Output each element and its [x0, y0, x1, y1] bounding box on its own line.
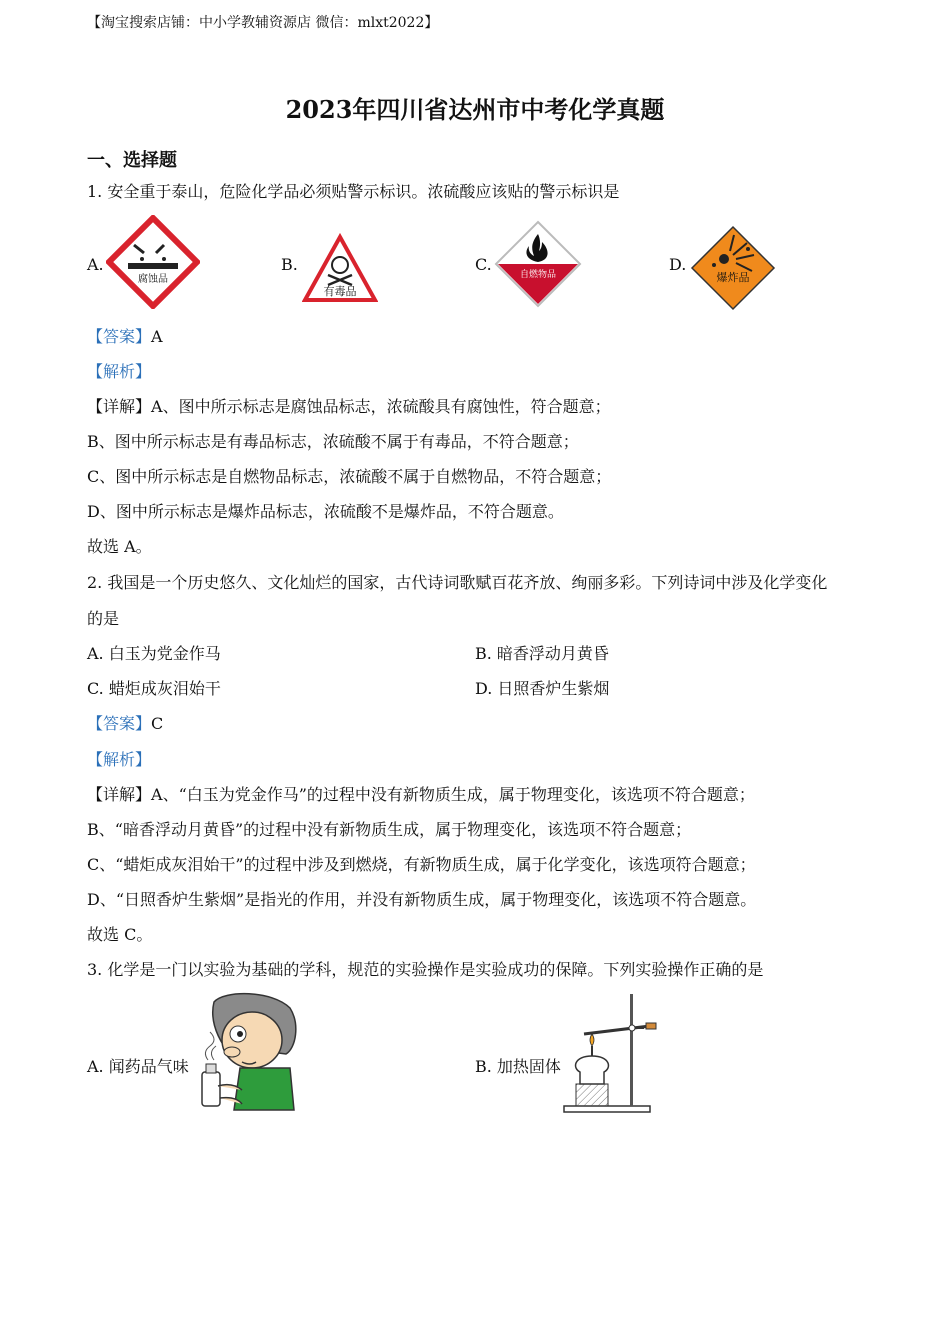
corrosive-sign-icon — [106, 215, 200, 309]
heating-solid-apparatus-icon — [558, 990, 668, 1116]
q1-detail-line-4: D、图中所示标志是爆炸品标志，浓硫酸不是爆炸品，不符合题意。 — [87, 502, 564, 521]
q1-stem: 1. 安全重于泰山，危险化学品必须贴警示标识。浓硫酸应该贴的警示标识是 — [87, 182, 620, 201]
q2-conclusion: 故选 C。 — [87, 925, 153, 944]
q1-conclusion: 故选 A。 — [87, 537, 152, 556]
q2-detail-line-2: B、“暗香浮动月黄昏”的过程中没有新物质生成，属于物理变化，该选项不符合题意； — [87, 820, 692, 839]
page-title: 2023年四川省达州市中考化学真题 — [285, 95, 665, 124]
q2-detail-line-4: D、“日照香炉生紫烟”是指光的作用，并没有新物质生成，属于物理变化，该选项不符合题意。 — [87, 890, 757, 909]
q1-option-d-label: D. — [669, 255, 687, 274]
q2-answer: 【答案】C — [87, 714, 164, 733]
q2-option-b: B. 暗香浮动月黄昏 — [475, 644, 609, 663]
q1-option-c-label: C. — [475, 255, 492, 274]
q2-analysis-tag: 【解析】 — [87, 750, 152, 769]
q2-detail-line-3: C、“蜡炬成灰泪始干”的过程中涉及到燃烧，有新物质生成，属于化学变化，该选项符合题意； — [87, 855, 756, 874]
spontaneous-combustion-sign-icon — [494, 220, 582, 308]
combustion-sign-label: 自燃物品 — [519, 270, 557, 280]
q1-answer: 【答案】A — [87, 327, 163, 346]
toxic-sign-icon — [302, 233, 378, 303]
q2-option-a: A. 白玉为党金作马 — [87, 644, 221, 663]
smelling-reagent-illustration-icon — [194, 990, 302, 1116]
corrosive-sign-label: 腐蚀品 — [138, 274, 168, 285]
explosive-sign-icon — [690, 225, 776, 311]
explosive-sign-label: 爆炸品 — [716, 271, 750, 284]
q2-stem-line-2: 的是 — [87, 609, 120, 628]
q1-option-b-label: B. — [281, 255, 298, 274]
q1-analysis-tag: 【解析】 — [87, 362, 152, 381]
q2-option-c: C. 蜡炬成灰泪始干 — [87, 679, 221, 698]
q2-option-d: D. 日照香炉生紫烟 — [475, 679, 610, 698]
toxic-sign-label: 有毒品 — [323, 285, 357, 298]
q3-stem: 3. 化学是一门以实验为基础的学科，规范的实验操作是实验成功的保障。下列实验操作正确的是 — [87, 960, 764, 979]
q3-option-b: B. 加热固体 — [475, 1057, 561, 1076]
q1-detail-line-2: B、图中所示标志是有毒品标志，浓硫酸不属于有毒品，不符合题意； — [87, 432, 579, 451]
q2-detail-line-1: 【详解】A、“白玉为党金作马”的过程中没有新物质生成，属于物理变化，该选项不符合题意； — [87, 785, 755, 804]
q1-option-a-label: A. — [87, 255, 104, 274]
page-header-watermark: 【淘宝搜索店铺：中小学教辅资源店 微信：mlxt2022】 — [87, 15, 439, 31]
section-heading: 一、选择题 — [87, 150, 177, 171]
q3-option-a: A. 闻药品气味 — [87, 1057, 189, 1076]
q2-stem-line-1: 2. 我国是一个历史悠久、文化灿烂的国家，古代诗词歌赋百花齐放、绚丽多彩。下列诗词中涉及化学变化 — [87, 573, 828, 592]
q1-detail-line-3: C、图中所示标志是自燃物品标志，浓硫酸不属于自燃物品，不符合题意； — [87, 467, 612, 486]
q1-detail-line-1: 【详解】A、图中所示标志是腐蚀品标志，浓硫酸具有腐蚀性，符合题意； — [87, 397, 611, 416]
